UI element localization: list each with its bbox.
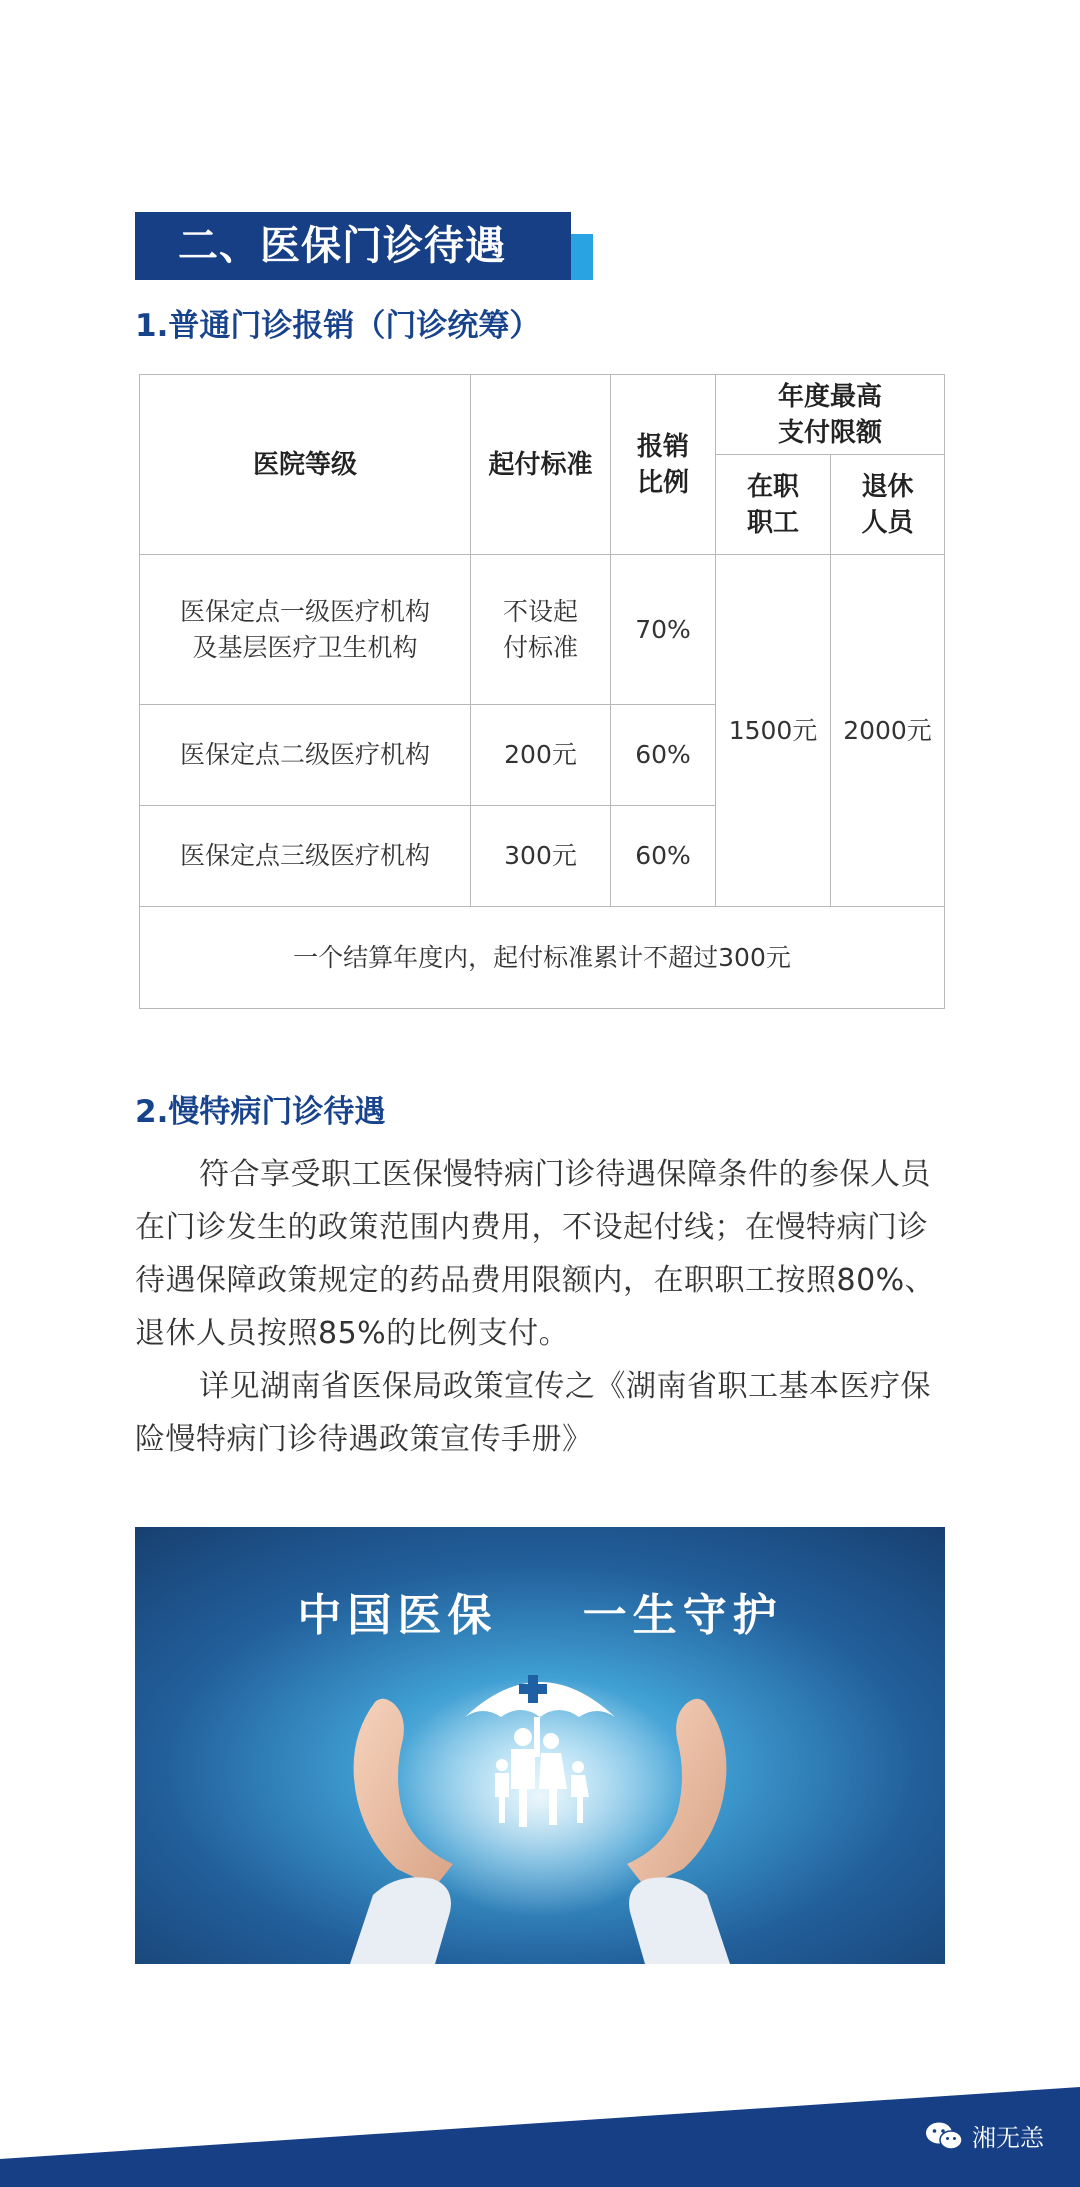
reimbursement-table [139, 374, 944, 1008]
cell-level-line1: 医保定点一级医疗机构 [179, 596, 430, 626]
cell-level: 医保定点二级医疗机构 [140, 705, 471, 806]
cell-threshold [471, 555, 611, 705]
section-banner-accent [571, 234, 593, 280]
poster-image [135, 1527, 945, 1964]
cell-threshold: 300元 [471, 806, 611, 907]
paragraph-eligibility: 符合享受职工医保慢特病门诊待遇保障条件的参保人员在门诊发生的政策范围内费用，不设起付线；在慢特病门诊待遇保障政策规定的药品费用限额内，在职职工按照80%、退休人员按照85%的比例支付。 [135, 1157, 936, 1351]
cell-max-retired: 2000元 [831, 555, 945, 907]
subsection-heading-chronic-disease: 2.慢特病门诊待遇 [135, 1094, 386, 1130]
header-threshold: 起付标准 [471, 375, 611, 555]
cell-level: 医保定点三级医疗机构 [140, 806, 471, 907]
cell-ratio: 60% [611, 705, 716, 806]
header-retired [831, 455, 945, 555]
header-employed-line2: 职工 [746, 507, 799, 538]
paragraph-reference: 详见湖南省医保局政策宣传之《湖南省职工基本医疗保险慢特病门诊待遇政策宣传手册》 [135, 1369, 931, 1457]
header-retired-line2: 人员 [861, 507, 914, 538]
footer-brand [924, 2118, 1044, 2153]
header-employed [716, 455, 831, 555]
header-annual-max [716, 375, 945, 455]
table-row [140, 555, 945, 705]
cell-threshold-line1: 不设起 [502, 596, 578, 626]
cell-ratio: 60% [611, 806, 716, 907]
poster-title: 中国医保 一生守护 [297, 1590, 783, 1641]
wechat-icon [924, 2120, 964, 2152]
section-title: 二、医保门诊待遇 [178, 223, 506, 269]
header-ratio [611, 375, 716, 555]
table-footnote: 一个结算年度内，起付标准累计不超过300元 [140, 907, 945, 1009]
header-employed-line1: 在职 [746, 471, 799, 502]
header-hospital-level: 医院等级 [140, 375, 471, 555]
cell-ratio: 70% [611, 555, 716, 705]
footer-brand-name: 湘无恙 [972, 2124, 1044, 2152]
cell-level [140, 555, 471, 705]
cell-level-line2: 及基层医疗卫生机构 [192, 632, 418, 662]
cell-threshold: 200元 [471, 705, 611, 806]
cell-threshold-line2: 付标准 [502, 632, 578, 662]
header-ratio-line1: 报销 [636, 431, 689, 462]
header-ratio-line2: 比例 [636, 467, 689, 498]
cell-max-employed: 1500元 [716, 555, 831, 907]
header-retired-line1: 退休 [861, 471, 914, 502]
footer-band [0, 2087, 1080, 2187]
subsection-heading-general-outpatient: 1.普通门诊报销（门诊统筹） [135, 308, 541, 344]
header-annual-max-line2: 支付限额 [778, 417, 883, 448]
header-annual-max-line1: 年度最高 [778, 381, 883, 412]
